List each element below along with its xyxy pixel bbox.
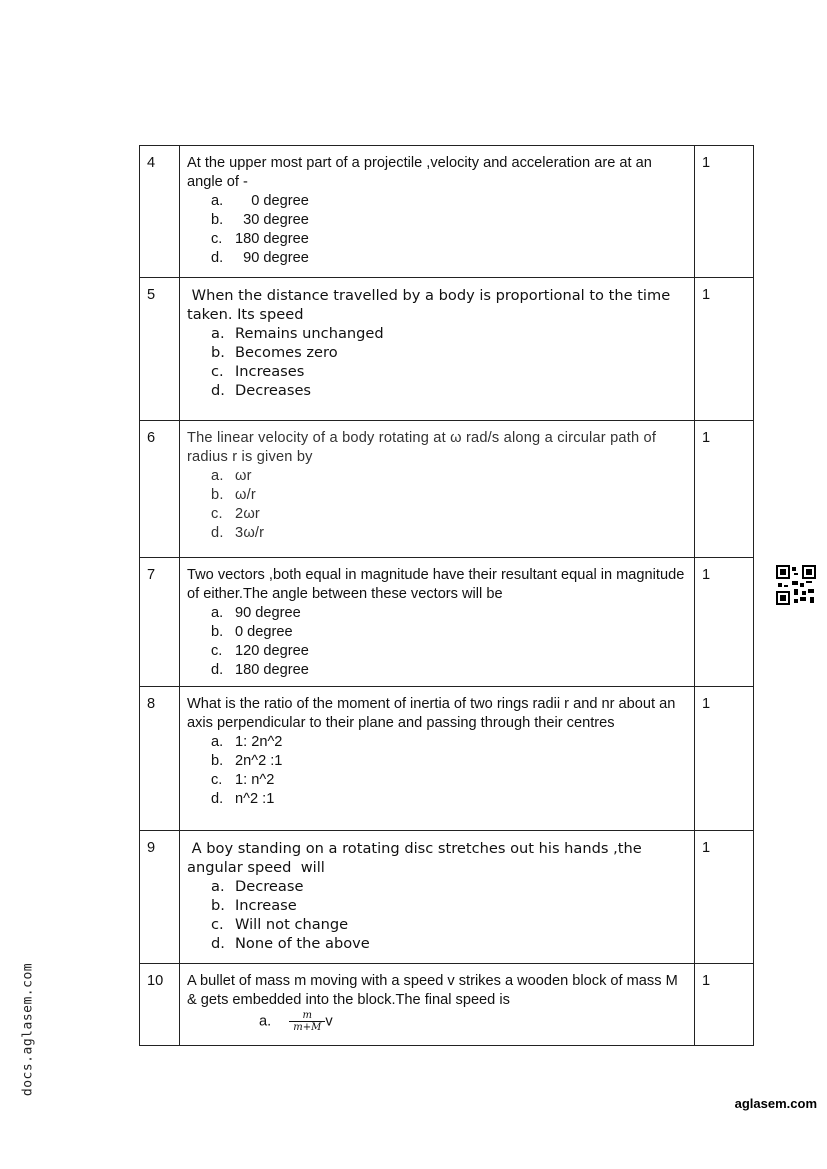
option-item — [211, 324, 687, 343]
question-cell — [180, 831, 695, 964]
question-text: What is the ratio of the moment of inertia of two rings radii r and nr about an axis perpendicular to their plane and passing through their centres — [187, 696, 676, 731]
option-letter: a. — [211, 878, 225, 895]
option-letter: c. — [211, 916, 224, 933]
question-row-4 — [140, 146, 754, 278]
option-text: 1: 2n^2 — [235, 734, 283, 750]
option-letter: b. — [211, 344, 225, 361]
qr-code-icon — [776, 565, 816, 605]
option-letter: c. — [211, 363, 224, 380]
option-letter: b. — [211, 897, 225, 914]
question-number: 7 — [140, 558, 180, 687]
option-item — [211, 467, 687, 486]
option-item — [211, 790, 687, 809]
option-text: 120 degree — [235, 643, 309, 659]
option-item — [211, 343, 687, 362]
option-letter: b. — [211, 624, 224, 640]
option-letter: a. — [211, 468, 224, 484]
question-cell — [180, 687, 695, 831]
question-cell — [180, 146, 695, 278]
question-number: 5 — [140, 278, 180, 421]
option-text: 90 degree — [235, 250, 309, 266]
option-item — [211, 642, 687, 661]
question-text: A boy standing on a rotating disc stretches out his hands ,the angular speed will — [187, 840, 647, 876]
option-letter: a. — [259, 1013, 272, 1030]
option-text: n^2 :1 — [235, 791, 275, 807]
option-list — [187, 733, 687, 809]
side-watermark: docs.aglasem.com — [20, 962, 36, 1097]
option-letter: a. — [211, 193, 224, 209]
option-item — [211, 362, 687, 381]
question-marks: 1 — [695, 421, 754, 558]
question-text: When the distance travelled by a body is proportional to the time taken. Its speed — [187, 287, 675, 323]
question-text: Two vectors ,both equal in magnitude have their resultant equal in magnitude of either.The angle between these vectors will be — [187, 567, 685, 602]
brand-footer: aglasem.com — [734, 1096, 817, 1111]
option-list — [187, 324, 687, 400]
option-text: Becomes zero — [235, 344, 338, 361]
option-letter: c. — [211, 506, 223, 522]
option-item — [211, 192, 687, 211]
question-marks: 1 — [695, 558, 754, 687]
option-letter: c. — [211, 231, 223, 247]
option-item — [211, 230, 687, 249]
option-text: Increase — [235, 897, 297, 914]
question-marks: 1 — [695, 687, 754, 831]
option-text: 180 degree — [235, 662, 309, 678]
option-item — [211, 934, 687, 953]
option-list — [187, 877, 687, 953]
option-text: 180 degree — [235, 231, 309, 247]
question-number: 10 — [140, 964, 180, 1046]
question-text: A bullet of mass m moving with a speed v strikes a wooden block of mass M & gets embedded into the block.The final speed is — [187, 973, 678, 1008]
option-item — [211, 752, 687, 771]
option-letter: d. — [211, 382, 225, 399]
option-list — [187, 192, 687, 268]
question-cell — [180, 558, 695, 687]
option-letter: d. — [211, 662, 224, 678]
option-text: 90 degree — [235, 605, 301, 621]
option-letter: b. — [211, 212, 224, 228]
question-marks: 1 — [695, 146, 754, 278]
option-text: Decreases — [235, 382, 312, 399]
fraction — [289, 1010, 325, 1033]
option-item — [211, 661, 687, 680]
option-item — [211, 381, 687, 400]
option-item — [211, 211, 687, 230]
question-row-6 — [140, 421, 754, 558]
option-text: 0 degree — [235, 624, 293, 640]
question-marks: 1 — [695, 831, 754, 964]
question-number: 8 — [140, 687, 180, 831]
question-number: 4 — [140, 146, 180, 278]
option-item — [211, 524, 687, 543]
option-text: None of the above — [235, 935, 370, 952]
option-item — [211, 623, 687, 642]
question-table — [139, 145, 754, 1046]
question-row-8 — [140, 687, 754, 831]
option-text: 2n^2 :1 — [235, 753, 283, 769]
option-text: Increases — [235, 363, 305, 380]
option-item — [211, 249, 687, 268]
option-item — [187, 1010, 687, 1033]
question-text: The linear velocity of a body rotating at ω rad/s along a circular path of radius r is given by — [187, 430, 657, 465]
option-text: 1: n^2 — [235, 772, 275, 788]
question-text: At the upper most part of a projectile ,velocity and acceleration are at an angle of - — [187, 155, 652, 190]
option-item — [211, 771, 687, 790]
question-marks: 1 — [695, 964, 754, 1046]
option-letter: b. — [211, 753, 224, 769]
option-item — [211, 486, 687, 505]
option-text: Will not change — [235, 916, 349, 933]
option-list — [187, 604, 687, 680]
question-marks: 1 — [695, 278, 754, 421]
option-letter: d. — [211, 935, 225, 952]
question-number: 6 — [140, 421, 180, 558]
question-row-5 — [140, 278, 754, 421]
option-text: 0 degree — [235, 193, 309, 209]
option-text: ωr — [235, 468, 252, 484]
question-number: 9 — [140, 831, 180, 964]
option-letter: a. — [211, 734, 224, 750]
option-letter: d. — [211, 791, 224, 807]
question-cell — [180, 278, 695, 421]
question-cell — [180, 421, 695, 558]
option-list — [187, 467, 687, 543]
option-text: ω/r — [235, 487, 256, 503]
option-item — [211, 505, 687, 524]
option-item — [211, 896, 687, 915]
option-text: 3ω/r — [235, 525, 265, 541]
option-letter: d. — [211, 525, 224, 541]
option-text: Remains unchanged — [235, 325, 384, 342]
option-letter: c. — [211, 643, 223, 659]
option-item — [211, 877, 687, 896]
option-item — [211, 733, 687, 752]
option-letter: b. — [211, 487, 224, 503]
question-row-9 — [140, 831, 754, 964]
option-item — [211, 915, 687, 934]
option-text: Decrease — [235, 878, 304, 895]
option-item — [211, 604, 687, 623]
question-row-7 — [140, 558, 754, 687]
question-cell — [180, 964, 695, 1046]
option-suffix: v — [325, 1013, 333, 1030]
fraction-numerator: m — [302, 1010, 313, 1021]
question-row-10 — [140, 964, 754, 1046]
fraction-denominator: m+M — [289, 1021, 325, 1033]
option-letter: a. — [211, 325, 225, 342]
option-text: 30 degree — [235, 212, 309, 228]
option-letter: c. — [211, 772, 223, 788]
option-text: 2ωr — [235, 506, 260, 522]
option-letter: a. — [211, 605, 224, 621]
option-letter: d. — [211, 250, 224, 266]
